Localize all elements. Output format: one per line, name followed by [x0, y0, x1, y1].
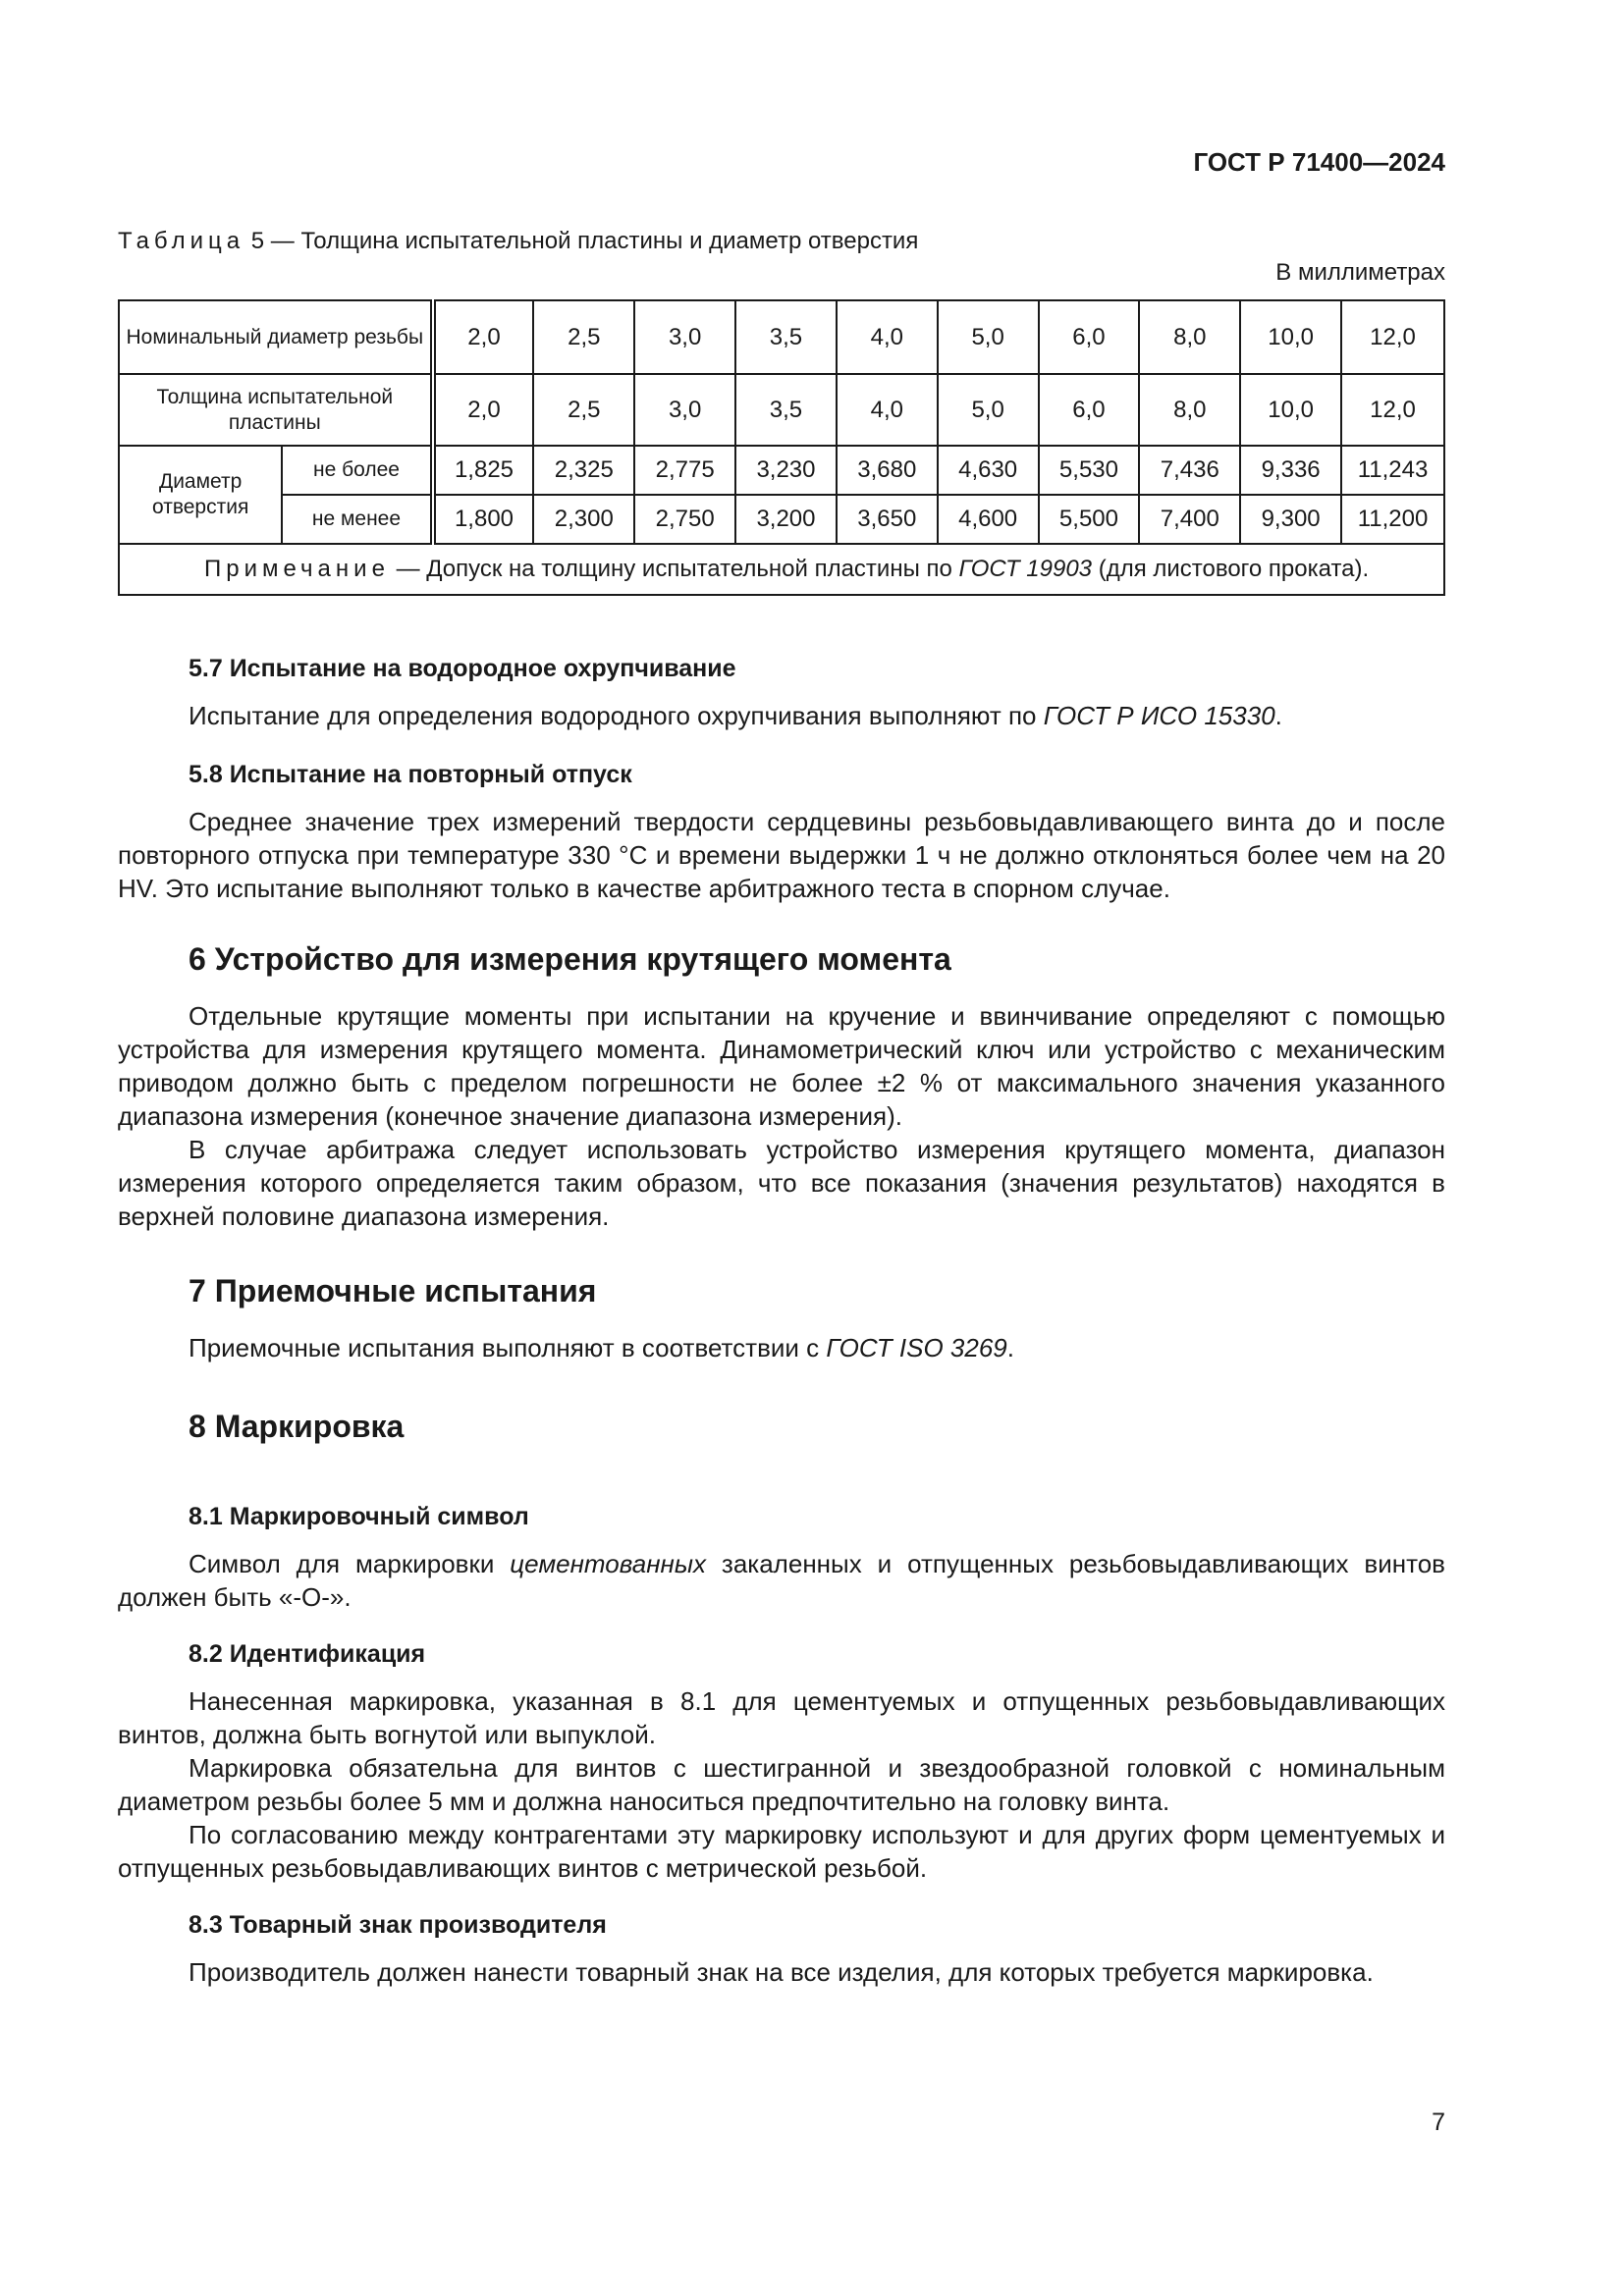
table-caption-title: 5 — Толщина испытательной пластины и диаметр отверстия [244, 228, 919, 254]
table-cell: 3,230 [735, 446, 837, 495]
section-heading: 7 Приемочные испытания [189, 1273, 597, 1308]
table-cell: 11,200 [1341, 495, 1444, 544]
table-cell: 3,650 [837, 495, 938, 544]
table-cell: 2,5 [533, 374, 634, 446]
table-cell: 5,0 [938, 300, 1039, 374]
table-cell: 12,0 [1341, 300, 1444, 374]
table-cell: 11,243 [1341, 446, 1444, 495]
section-5-8 [118, 758, 1445, 905]
table-cell: 5,530 [1039, 446, 1140, 495]
standard-reference: ГОСТ Р ИСО 15330 [1043, 701, 1275, 730]
table-cell: 2,0 [433, 300, 534, 374]
table-cell: 9,300 [1240, 495, 1341, 544]
row-label-min: не менее [282, 495, 432, 544]
paragraph [118, 699, 1445, 732]
row-label-plate-thickness: Толщина испытательной пластины [119, 374, 433, 446]
table-cell: 2,300 [533, 495, 634, 544]
section-5-7 [118, 652, 1445, 732]
paragraph-text: Испытание для определения водородного охрупчивания выполняют по [189, 701, 1044, 730]
table-cell: 2,0 [433, 374, 534, 446]
section-heading: 8 Маркировка [189, 1409, 405, 1444]
paragraph-tail: . [1006, 1333, 1014, 1362]
emphasis-text: цементованных [510, 1549, 706, 1578]
table-note-text: — Допуск на толщину испытательной пластины по [389, 556, 959, 582]
table-cell: 3,5 [735, 374, 837, 446]
table-cell: 2,5 [533, 300, 634, 374]
row-label-max: не более [282, 446, 432, 495]
table-caption [118, 228, 918, 255]
table-note [119, 544, 1444, 595]
data-table [118, 299, 1445, 596]
section-heading: 6 Устройство для измерения крутящего момента [189, 941, 951, 977]
table-cell: 4,0 [837, 374, 938, 446]
paragraph: Отдельные крутящие моменты при испытании на кручение и ввинчивание определяют с помощью устройства для измерения крутящего момента. Динамометрический ключ или устройство с механическим приводом должно быть с пределом погрешности не более ±2 % от максимального значения указанного диапазона измерения (конечное значение диапазона измерения). [118, 1001, 1445, 1131]
table-cell: 2,325 [533, 446, 634, 495]
document-id: ГОСТ Р 71400—2024 [1193, 147, 1445, 177]
table-row-note [119, 544, 1444, 595]
section-heading: 8.1 Маркировочный символ [189, 1503, 529, 1530]
table-row-plate-thickness [119, 374, 1444, 446]
table-cell: 3,0 [634, 374, 735, 446]
paragraph: Среднее значение трех измерений твердости сердцевины резьбовыдавливающего винта до и после повторного отпуска при температуре 330 °С и времени выдержки 1 ч не должно отклоняться более чем на 20 HV. Это испытание выполняют только в качестве арбитражного теста в спорном случае. [118, 807, 1445, 903]
table-units: В миллиметрах [1275, 259, 1445, 286]
table-row-nominal-diameter [119, 300, 1444, 374]
section-heading: 5.8 Испытание на повторный отпуск [189, 761, 632, 788]
table-note-label: Примечание [204, 556, 390, 582]
section-heading: 8.2 Идентификация [189, 1640, 426, 1668]
paragraph: В случае арбитража следует использовать устройство измерения крутящего момента, диапазон измерения которого определяется таким образом, что все показания (значения результатов) находятся в верхней половине диапазона измерения. [118, 1135, 1445, 1231]
table-cell: 1,825 [433, 446, 534, 495]
table-cell: 10,0 [1240, 300, 1341, 374]
table-cell: 7,400 [1139, 495, 1240, 544]
section-8-3 [118, 1908, 1445, 1989]
table-cell: 9,336 [1240, 446, 1341, 495]
table-note-ref: ГОСТ 19903 [958, 556, 1093, 582]
table-cell: 3,680 [837, 446, 938, 495]
paragraph: Нанесенная маркировка, указанная в 8.1 для цементуемых и отпущенных резьбовыдавливающих винтов, должна быть вогнутой или выпуклой. [118, 1686, 1445, 1749]
table-cell: 8,0 [1139, 374, 1240, 446]
table-cell: 4,600 [938, 495, 1039, 544]
table-cell: 2,750 [634, 495, 735, 544]
section-heading: 8.3 Товарный знак производителя [189, 1911, 607, 1939]
section-8-1 [118, 1500, 1445, 1614]
table-cell: 4,0 [837, 300, 938, 374]
page-number: 7 [1432, 2109, 1445, 2136]
paragraph: Производитель должен нанести товарный знак на все изделия, для которых требуется маркировка. [189, 1957, 1374, 1987]
table-cell: 5,500 [1039, 495, 1140, 544]
paragraph [118, 1547, 1445, 1614]
section-heading: 5.7 Испытание на водородное охрупчивание [189, 655, 736, 682]
paragraph-tail: закаленных и отпущенных резьбовыдавливающих винтов должен быть «-O-». [118, 1549, 1445, 1612]
table-row-hole-min [119, 495, 1444, 544]
paragraph-text: Приемочные испытания выполняют в соответствии с [189, 1333, 827, 1362]
table-cell: 2,775 [634, 446, 735, 495]
paragraph [118, 1331, 1445, 1364]
section-8-2 [118, 1637, 1445, 1885]
paragraph-text: Символ для маркировки [189, 1549, 511, 1578]
table-cell: 3,200 [735, 495, 837, 544]
section-6 [118, 942, 1445, 1233]
table-cell: 8,0 [1139, 300, 1240, 374]
table-cell: 1,800 [433, 495, 534, 544]
section-8 [118, 1410, 1445, 1443]
paragraph: По согласованию между контрагентами эту маркировку используют и для других форм цементуемых и отпущенных резьбовыдавливающих винтов с метрической резьбой. [118, 1820, 1445, 1883]
table-cell: 4,630 [938, 446, 1039, 495]
row-label-hole-diameter: Диаметр отверстия [119, 446, 282, 544]
table-cell: 6,0 [1039, 374, 1140, 446]
paragraph: Маркировка обязательна для винтов с шестигранной и звездообразной головкой с номинальным диаметром резьбы более 5 мм и должна наноситься предпочтительно на головку винта. [118, 1753, 1445, 1816]
table-cell: 10,0 [1240, 374, 1341, 446]
table-cell: 3,5 [735, 300, 837, 374]
section-7 [118, 1274, 1445, 1364]
table-note-tail: (для листового проката). [1092, 556, 1370, 582]
table-cell: 3,0 [634, 300, 735, 374]
standard-reference: ГОСТ ISO 3269 [826, 1333, 1007, 1362]
table-caption-label: Таблица [118, 228, 245, 254]
row-label-nominal-diameter: Номинальный диаметр резьбы [119, 300, 433, 374]
table-row-hole-max [119, 446, 1444, 495]
paragraph-tail: . [1274, 701, 1282, 730]
table-cell: 12,0 [1341, 374, 1444, 446]
table-cell: 7,436 [1139, 446, 1240, 495]
table-cell: 6,0 [1039, 300, 1140, 374]
table-cell: 5,0 [938, 374, 1039, 446]
